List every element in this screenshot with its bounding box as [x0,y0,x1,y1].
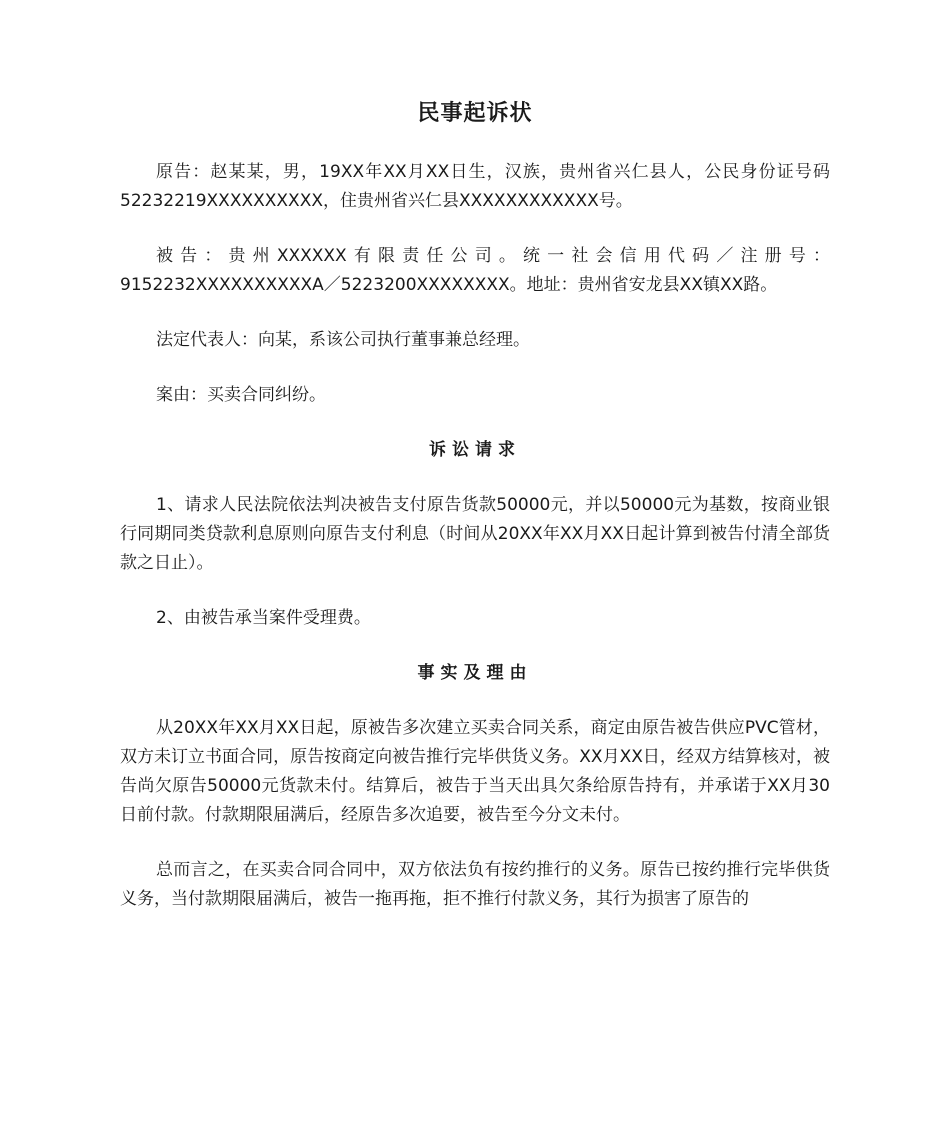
claim-1-paragraph: 1、请求人民法院依法判决被告支付原告货款50000元，并以50000元为基数，按商业银行同期同类贷款利息原则向原告支付利息（时间从20XX年XX月XX日起计算到被告付清全部货款之日止）。 [120,495,830,573]
facts-heading: 事实及理由 [417,663,533,683]
legal-representative-paragraph: 法定代表人：向某，系该公司执行董事兼总经理。 [156,330,530,350]
plaintiff-paragraph: 原告：赵某某，男，19XX年XX月XX日生，汉族，贵州省兴仁县人，公民身份证号码52232219XXXXXXXXXX，住贵州省兴仁县XXXXXXXXXXXX号。 [120,162,830,211]
facts-paragraph-1: 从20XX年XX月XX日起，原被告多次建立买卖合同关系，商定由原告被告供应PVC管材，双方未订立书面合同，原告按商定向被告推行完毕供货义务。XX月XX日，经双方结算核对，被告尚欠原告50000元货款未付。结算后，被告于当天出具欠条给原告持有，并承诺于XX月30日前付款。付款期限届满后，经原告多次追要，被告至今分文未付。 [120,718,830,825]
defendant-paragraph: 被告：贵州XXXXXX有限责任公司。统一社会信用代码／注册号：9152232XXXXXXXXXXA／5223200XXXXXXXX。地址：贵州省安龙县XX镇XX路。 [120,246,830,295]
complaint-page [120,96,830,914]
document-title: 民事起诉状 [417,101,533,126]
claims-heading: 诉讼请求 [429,440,521,460]
facts-paragraph-2: 总而言之，在买卖合同合同中，双方依法负有按约推行的义务。原告已按约推行完毕供货义务，当付款期限届满后，被告一拖再拖，拒不推行付款义务，其行为损害了原告的 [120,860,830,909]
cause-paragraph: 案由：买卖合同纠纷。 [156,385,326,405]
claim-2-paragraph: 2、由被告承当案件受理费。 [156,608,371,628]
